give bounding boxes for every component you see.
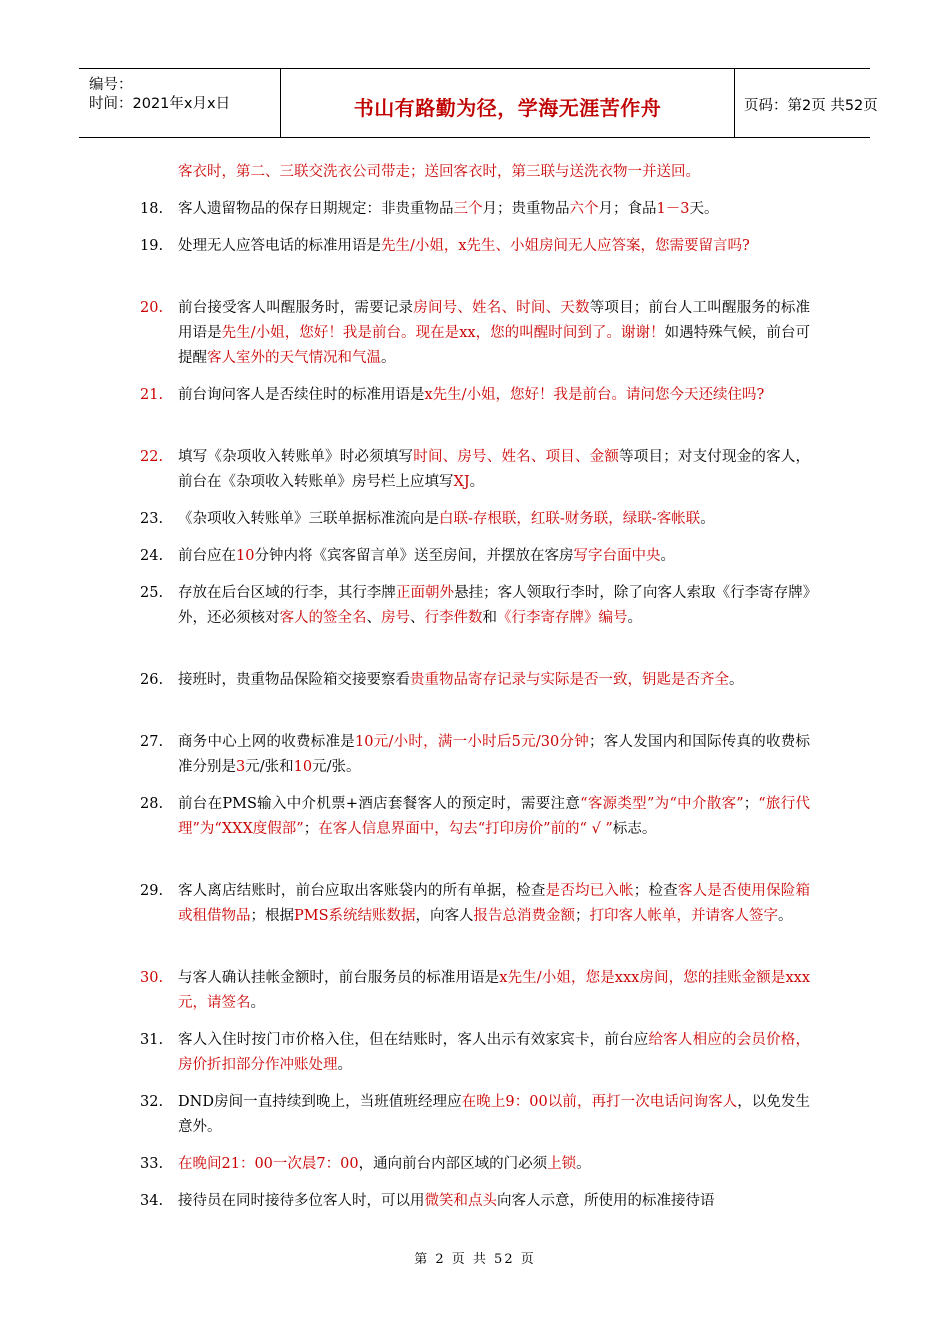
serial-label: 编号： <box>89 77 133 93</box>
question-text: 分钟内将《宾客留言单》送至房间，并摆放在客房 <box>254 548 574 564</box>
answer-text: 是否均已入帐 <box>545 883 634 899</box>
question-text: 向客人示意，所使用的标准接待语 <box>497 1193 715 1209</box>
item-text <box>178 234 810 259</box>
question-text: ； <box>575 908 590 924</box>
item-number: 25. <box>140 585 164 601</box>
item-text <box>178 792 810 842</box>
item-text <box>178 730 810 780</box>
question-text: 。 <box>700 511 715 527</box>
item-number: 32. <box>140 1094 164 1110</box>
question-text: 前台询问客人是否续住时的标准用语是 <box>178 387 425 403</box>
item-number: 29. <box>140 883 164 899</box>
answer-text: 10元/小时，满一小时后5元/30分钟 <box>355 734 589 750</box>
answer-text: 10 <box>236 548 255 564</box>
item-text <box>178 581 810 631</box>
answer-text: 给客人相应的会员价格，房价折扣部分作冲账处理 <box>178 1032 811 1073</box>
answer-text: 写字台面中央 <box>573 548 661 564</box>
question-text: 。 <box>250 995 265 1011</box>
question-text: ，以免发生意外。 <box>178 1094 810 1135</box>
answer-text: 在晚间21：00一次晨7：00 <box>178 1156 359 1172</box>
question-text: 客人入住时按门市价格入住，但在结账时，客人出示有效家宾卡，前台应 <box>178 1032 649 1048</box>
item-number: 21. <box>140 387 164 403</box>
answer-text: 先生/小姐，x先生、小姐房间无人应答案，您需要留言吗? <box>381 238 750 254</box>
question-text: ，向客人 <box>415 908 474 924</box>
item-text <box>178 507 810 532</box>
item-number: 19. <box>140 238 164 254</box>
page-info: 页码：第2页 共52页 <box>744 98 878 114</box>
item-number: 24. <box>140 548 164 564</box>
question-text: 元/张和 <box>245 759 294 775</box>
answer-text: 微笑和点头 <box>424 1193 497 1209</box>
answer-text: 10 <box>293 759 313 775</box>
item-text <box>178 544 810 569</box>
answer-text: “旅行代理”为“XXX度假部” <box>178 796 810 837</box>
item-number: 27. <box>140 734 164 750</box>
item-text <box>178 445 810 495</box>
question-text: 接班时，贵重物品保险箱交接要察看 <box>178 672 410 688</box>
question-text: 天。 <box>689 201 719 217</box>
question-text: ；检查 <box>633 883 678 899</box>
question-text: 处理无人应答电话的标准用语是 <box>178 238 381 254</box>
item-text <box>178 160 810 185</box>
question-text: 。 <box>337 1057 352 1073</box>
answer-text: 正面朝外 <box>395 585 455 601</box>
question-text: ；客人发国内和国际传真的收费标准分别是 <box>178 734 810 775</box>
answer-text: 六个 <box>569 201 599 217</box>
answer-text: 报告总消费金额 <box>473 908 576 924</box>
question-text: 客人遗留物品的保存日期规定：非贵重物品 <box>178 201 454 217</box>
item-text <box>178 383 810 408</box>
question-text: 月；贵重物品 <box>482 201 570 217</box>
question-text: ，通向前台内部区域的门必须 <box>358 1156 548 1172</box>
answer-text: 上锁 <box>547 1156 577 1172</box>
question-text: 等项目；前台人工叫醒服务的标准用语是 <box>178 300 811 341</box>
item-number: 28. <box>140 796 164 812</box>
answer-text: PMS系统结账数据 <box>294 908 416 924</box>
item-text <box>178 879 810 929</box>
answer-text: 先生/小姐，您好！我是前台。现在是xx，您的叫醒时间到了。谢谢！ <box>221 325 665 341</box>
motto: 书山有路勤为径，学海无涯苦作舟 <box>353 96 662 120</box>
answer-text: 贵重物品寄存记录与实际是否一致，钥匙是否齐全 <box>410 672 729 688</box>
answer-text: 在晚上9：00以前，再打一次电话问询客人 <box>461 1094 738 1110</box>
question-text: ； <box>743 796 759 812</box>
question-text: 前台接受客人叫醒服务时，需要记录 <box>178 300 414 316</box>
question-text: 与客人确认挂帐金额时，前台服务员的标准用语是 <box>178 970 500 986</box>
question-text: 客人离店结账时，前台应取出客账袋内的所有单据，检查 <box>178 883 546 899</box>
header-motto-cell <box>280 69 735 137</box>
question-text: 存放在后台区域的行李，其行李牌 <box>178 585 396 601</box>
question-text: 元/张。 <box>312 759 361 775</box>
question-text: 、 <box>366 610 381 626</box>
item-text <box>178 966 810 1016</box>
answer-text: XJ <box>453 474 470 490</box>
item-number: 31. <box>140 1032 164 1048</box>
page-footer: 第 2 页 共 52 页 <box>414 1252 536 1267</box>
item-number: 23. <box>140 511 164 527</box>
answer-text: 《行李寄存牌》编号 <box>497 610 628 626</box>
question-text: 。 <box>381 350 396 366</box>
answer-text: x先生/小姐，您好！我是前台。请问您今天还续住吗? <box>424 387 765 403</box>
answer-text: 客人是否使用保险箱或租借物品 <box>178 883 811 924</box>
answer-text: 时间、房号、姓名、项目、金额 <box>413 449 620 465</box>
item-number: 18. <box>140 201 164 217</box>
date-line: 时间：2021年x月x日 <box>89 96 231 112</box>
item-text <box>178 1028 810 1078</box>
question-text: DND房间一直持续到晚上，当班值班经理应 <box>178 1094 462 1110</box>
answer-text: 1－3 <box>656 201 690 217</box>
answer-text: 行李件数 <box>424 610 483 626</box>
answer-text: 在客人信息界面中，勾去“打印房价”前的“ √ ” <box>318 821 613 837</box>
item-text <box>178 1152 810 1177</box>
question-text: 和 <box>482 610 497 626</box>
item-number: 34. <box>140 1193 164 1209</box>
question-text: 悬挂；客人领取行李时，除了向客人索取《行李寄存牌》外，还必须核对 <box>178 585 811 626</box>
question-text: 如遇特殊气候，前台可提醒 <box>178 325 810 366</box>
item-text <box>178 1189 810 1214</box>
answer-text: 房号 <box>381 610 410 626</box>
header-left-cell <box>79 69 280 137</box>
answer-text: x先生/小姐，您是xxx房间，您的挂账金额是xxx元，请签名 <box>178 970 810 1011</box>
item-text <box>178 197 810 222</box>
question-text: 。 <box>627 610 642 626</box>
item-number: 30. <box>140 970 164 986</box>
item-text <box>178 296 810 371</box>
item-text <box>178 1090 810 1140</box>
item-number: 26. <box>140 672 164 688</box>
answer-text: “客源类型”为“中介散客” <box>580 796 744 812</box>
question-text: 。 <box>469 474 485 490</box>
answer-text: 3 <box>236 759 246 775</box>
question-text: 月；食品 <box>598 201 657 217</box>
answer-text: 打印客人帐单，并请客人签字 <box>589 908 779 924</box>
question-text: ；根据 <box>250 908 294 924</box>
answer-text: 客人的签全名 <box>279 610 367 626</box>
answer-text: 客人室外的天气情况和气温 <box>207 350 381 366</box>
question-text: 、 <box>410 610 425 626</box>
question-text: 《杂项收入转账单》三联单据标准流向是 <box>178 511 439 527</box>
question-text: 。 <box>576 1156 591 1172</box>
answer-text: 客衣时，第二、三联交洗衣公司带走；送回客衣时，第三联与送洗衣物一并送回。 <box>178 164 700 180</box>
question-text: 前台应在 <box>178 548 236 564</box>
item-number: 20. <box>140 300 164 316</box>
item-number: 22. <box>140 449 164 465</box>
question-text: 填写《杂项收入转账单》时必须填写 <box>178 449 414 465</box>
answer-text: 白联-存根联，红联-财务联，绿联-客帐联 <box>439 511 701 527</box>
question-text: 标志。 <box>612 821 657 837</box>
item-text <box>178 668 810 693</box>
question-text: 。 <box>729 672 744 688</box>
question-text: 等项目；对支付现金的客人，前台在《杂项收入转账单》房号栏上应填写 <box>178 449 811 490</box>
header-page-cell <box>734 69 878 137</box>
question-text: 。 <box>660 548 675 564</box>
question-text: 接待员在同时接待多位客人时，可以用 <box>178 1193 425 1209</box>
question-text: ； <box>303 821 319 837</box>
question-text: 商务中心上网的收费标准是 <box>178 734 356 750</box>
item-number: 33. <box>140 1156 164 1172</box>
answer-text: 房间号、姓名、时间、天数 <box>413 300 590 316</box>
question-text: 前台在PMS输入中介机票+酒店套餐客人的预定时，需要注意 <box>178 796 581 812</box>
page-header <box>79 68 878 138</box>
question-text: 。 <box>778 908 793 924</box>
answer-text: 三个 <box>453 201 483 217</box>
